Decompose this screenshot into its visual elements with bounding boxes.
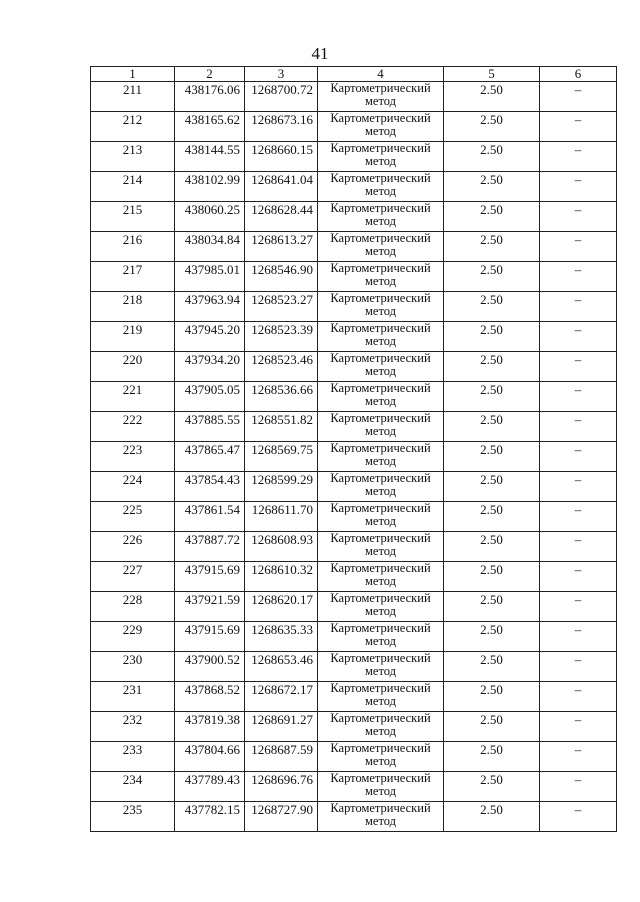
method-line-2: метод — [364, 154, 396, 168]
method-line-1: Картометрический — [330, 351, 431, 365]
point-number-cell: 216 — [91, 232, 175, 262]
method-cell — [318, 592, 444, 622]
point-number-cell: 211 — [91, 82, 175, 112]
method-line-2: метод — [364, 754, 396, 768]
x-coordinate-cell: 438176.06 — [175, 82, 245, 112]
x-coordinate-cell: 437915.69 — [175, 562, 245, 592]
x-coordinate-cell: 437905.05 — [175, 382, 245, 412]
point-number-cell: 225 — [91, 502, 175, 532]
table-row — [91, 772, 617, 802]
accuracy-cell: 2.50 — [444, 472, 540, 502]
method-line-2: метод — [364, 94, 396, 108]
point-number-cell: 233 — [91, 742, 175, 772]
accuracy-cell: 2.50 — [444, 652, 540, 682]
table-row — [91, 802, 617, 832]
method-line-2: метод — [364, 634, 396, 648]
table-row — [91, 82, 617, 112]
method-line-1: Картометрический — [330, 531, 431, 545]
y-coordinate-cell: 1268660.15 — [245, 142, 318, 172]
x-coordinate-cell: 437985.01 — [175, 262, 245, 292]
note-cell: – — [540, 652, 617, 682]
y-coordinate-cell: 1268700.72 — [245, 82, 318, 112]
x-coordinate-cell: 437854.43 — [175, 472, 245, 502]
method-line-1: Картометрический — [330, 561, 431, 575]
table-row — [91, 112, 617, 142]
accuracy-cell: 2.50 — [444, 562, 540, 592]
table-row — [91, 592, 617, 622]
table-row — [91, 382, 617, 412]
table-row — [91, 502, 617, 532]
method-line-1: Картометрический — [330, 801, 431, 815]
note-cell: – — [540, 562, 617, 592]
table-row — [91, 652, 617, 682]
y-coordinate-cell: 1268613.27 — [245, 232, 318, 262]
x-coordinate-cell: 437900.52 — [175, 652, 245, 682]
x-coordinate-cell: 437934.20 — [175, 352, 245, 382]
method-line-2: метод — [364, 694, 396, 708]
y-coordinate-cell: 1268628.44 — [245, 202, 318, 232]
accuracy-cell: 2.50 — [444, 142, 540, 172]
table-row — [91, 532, 617, 562]
y-coordinate-cell: 1268653.46 — [245, 652, 318, 682]
method-line-2: метод — [364, 604, 396, 618]
point-number-cell: 217 — [91, 262, 175, 292]
note-cell: – — [540, 412, 617, 442]
y-coordinate-cell: 1268523.39 — [245, 322, 318, 352]
method-line-2: метод — [364, 184, 396, 198]
method-line-2: метод — [364, 574, 396, 588]
method-cell — [318, 232, 444, 262]
note-cell: – — [540, 262, 617, 292]
x-coordinate-cell: 438102.99 — [175, 172, 245, 202]
accuracy-cell: 2.50 — [444, 742, 540, 772]
method-cell — [318, 562, 444, 592]
method-line-1: Картометрический — [330, 381, 431, 395]
accuracy-cell: 2.50 — [444, 502, 540, 532]
x-coordinate-cell: 437963.94 — [175, 292, 245, 322]
accuracy-cell: 2.50 — [444, 412, 540, 442]
method-line-1: Картометрический — [330, 81, 431, 95]
table-row — [91, 712, 617, 742]
note-cell: – — [540, 712, 617, 742]
accuracy-cell: 2.50 — [444, 622, 540, 652]
method-line-1: Картометрический — [330, 771, 431, 785]
method-cell — [318, 112, 444, 142]
accuracy-cell: 2.50 — [444, 682, 540, 712]
table-row — [91, 352, 617, 382]
method-line-2: метод — [364, 814, 396, 828]
table-row — [91, 292, 617, 322]
method-cell — [318, 262, 444, 292]
note-cell: – — [540, 172, 617, 202]
method-line-1: Картометрический — [330, 141, 431, 155]
accuracy-cell: 2.50 — [444, 712, 540, 742]
column-header: 5 — [444, 67, 540, 82]
note-cell: – — [540, 502, 617, 532]
point-number-cell: 221 — [91, 382, 175, 412]
method-cell — [318, 742, 444, 772]
x-coordinate-cell: 438165.62 — [175, 112, 245, 142]
y-coordinate-cell: 1268523.46 — [245, 352, 318, 382]
x-coordinate-cell: 438034.84 — [175, 232, 245, 262]
column-header: 6 — [540, 67, 617, 82]
note-cell: – — [540, 592, 617, 622]
note-cell: – — [540, 382, 617, 412]
point-number-cell: 212 — [91, 112, 175, 142]
note-cell: – — [540, 742, 617, 772]
method-cell — [318, 382, 444, 412]
accuracy-cell: 2.50 — [444, 442, 540, 472]
note-cell: – — [540, 202, 617, 232]
table-row — [91, 202, 617, 232]
accuracy-cell: 2.50 — [444, 382, 540, 412]
table-row — [91, 472, 617, 502]
note-cell: – — [540, 772, 617, 802]
table-row — [91, 442, 617, 472]
method-line-1: Картометрический — [330, 111, 431, 125]
note-cell: – — [540, 292, 617, 322]
table-row — [91, 412, 617, 442]
x-coordinate-cell: 437868.52 — [175, 682, 245, 712]
note-cell: – — [540, 352, 617, 382]
method-line-1: Картометрический — [330, 471, 431, 485]
accuracy-cell: 2.50 — [444, 772, 540, 802]
method-line-1: Картометрический — [330, 651, 431, 665]
method-cell — [318, 202, 444, 232]
method-line-1: Картометрический — [330, 261, 431, 275]
method-line-1: Картометрический — [330, 621, 431, 635]
point-number-cell: 223 — [91, 442, 175, 472]
method-line-2: метод — [364, 214, 396, 228]
accuracy-cell: 2.50 — [444, 112, 540, 142]
method-line-1: Картометрический — [330, 291, 431, 305]
point-number-cell: 213 — [91, 142, 175, 172]
y-coordinate-cell: 1268536.66 — [245, 382, 318, 412]
method-line-2: метод — [364, 394, 396, 408]
note-cell: – — [540, 442, 617, 472]
note-cell: – — [540, 682, 617, 712]
point-number-cell: 220 — [91, 352, 175, 382]
method-line-2: метод — [364, 544, 396, 558]
x-coordinate-cell: 437782.15 — [175, 802, 245, 832]
point-number-cell: 232 — [91, 712, 175, 742]
accuracy-cell: 2.50 — [444, 802, 540, 832]
note-cell: – — [540, 322, 617, 352]
note-cell: – — [540, 622, 617, 652]
method-cell — [318, 142, 444, 172]
y-coordinate-cell: 1268523.27 — [245, 292, 318, 322]
table-row — [91, 262, 617, 292]
note-cell: – — [540, 532, 617, 562]
page-number: 41 — [311, 44, 329, 63]
table-row — [91, 562, 617, 592]
point-number-cell: 218 — [91, 292, 175, 322]
y-coordinate-cell: 1268610.32 — [245, 562, 318, 592]
method-line-2: метод — [364, 424, 396, 438]
accuracy-cell: 2.50 — [444, 202, 540, 232]
x-coordinate-cell: 437915.69 — [175, 622, 245, 652]
table-row — [91, 682, 617, 712]
point-number-cell: 226 — [91, 532, 175, 562]
point-number-cell: 234 — [91, 772, 175, 802]
y-coordinate-cell: 1268641.04 — [245, 172, 318, 202]
method-cell — [318, 82, 444, 112]
method-cell — [318, 802, 444, 832]
method-cell — [318, 172, 444, 202]
method-line-1: Картометрический — [330, 501, 431, 515]
point-number-cell: 231 — [91, 682, 175, 712]
accuracy-cell: 2.50 — [444, 172, 540, 202]
x-coordinate-cell: 437945.20 — [175, 322, 245, 352]
method-line-2: метод — [364, 304, 396, 318]
note-cell: – — [540, 82, 617, 112]
method-line-1: Картометрический — [330, 321, 431, 335]
method-line-1: Картометрический — [330, 741, 431, 755]
method-cell — [318, 322, 444, 352]
note-cell: – — [540, 232, 617, 262]
method-cell — [318, 772, 444, 802]
x-coordinate-cell: 437921.59 — [175, 592, 245, 622]
x-coordinate-cell: 438060.25 — [175, 202, 245, 232]
method-line-1: Картометрический — [330, 411, 431, 425]
y-coordinate-cell: 1268696.76 — [245, 772, 318, 802]
method-line-2: метод — [364, 484, 396, 498]
method-line-1: Картометрический — [330, 711, 431, 725]
accuracy-cell: 2.50 — [444, 532, 540, 562]
x-coordinate-cell: 437885.55 — [175, 412, 245, 442]
x-coordinate-cell: 438144.55 — [175, 142, 245, 172]
accuracy-cell: 2.50 — [444, 82, 540, 112]
y-coordinate-cell: 1268672.17 — [245, 682, 318, 712]
x-coordinate-cell: 437804.66 — [175, 742, 245, 772]
point-number-cell: 227 — [91, 562, 175, 592]
table-row — [91, 172, 617, 202]
x-coordinate-cell: 437887.72 — [175, 532, 245, 562]
y-coordinate-cell: 1268599.29 — [245, 472, 318, 502]
method-cell — [318, 292, 444, 322]
method-line-2: метод — [364, 784, 396, 798]
note-cell: – — [540, 112, 617, 142]
method-line-1: Картометрический — [330, 681, 431, 695]
method-line-1: Картометрический — [330, 231, 431, 245]
method-cell — [318, 622, 444, 652]
method-cell — [318, 652, 444, 682]
method-cell — [318, 352, 444, 382]
point-number-cell: 224 — [91, 472, 175, 502]
accuracy-cell: 2.50 — [444, 262, 540, 292]
note-cell: – — [540, 802, 617, 832]
y-coordinate-cell: 1268635.33 — [245, 622, 318, 652]
y-coordinate-cell: 1268546.90 — [245, 262, 318, 292]
point-number-cell: 235 — [91, 802, 175, 832]
note-cell: – — [540, 142, 617, 172]
x-coordinate-cell: 437861.54 — [175, 502, 245, 532]
column-header: 3 — [245, 67, 318, 82]
table-row — [91, 142, 617, 172]
column-header: 4 — [318, 67, 444, 82]
y-coordinate-cell: 1268611.70 — [245, 502, 318, 532]
y-coordinate-cell: 1268620.17 — [245, 592, 318, 622]
method-line-2: метод — [364, 454, 396, 468]
coordinates-table — [90, 66, 617, 832]
method-line-1: Картометрический — [330, 441, 431, 455]
point-number-cell: 230 — [91, 652, 175, 682]
accuracy-cell: 2.50 — [444, 292, 540, 322]
y-coordinate-cell: 1268569.75 — [245, 442, 318, 472]
table-row — [91, 322, 617, 352]
point-number-cell: 219 — [91, 322, 175, 352]
method-cell — [318, 682, 444, 712]
method-cell — [318, 442, 444, 472]
accuracy-cell: 2.50 — [444, 592, 540, 622]
method-cell — [318, 532, 444, 562]
table-row — [91, 742, 617, 772]
y-coordinate-cell: 1268673.16 — [245, 112, 318, 142]
column-header: 1 — [91, 67, 175, 82]
table-row — [91, 622, 617, 652]
point-number-cell: 229 — [91, 622, 175, 652]
method-line-2: метод — [364, 274, 396, 288]
method-line-1: Картометрический — [330, 201, 431, 215]
point-number-cell: 222 — [91, 412, 175, 442]
x-coordinate-cell: 437865.47 — [175, 442, 245, 472]
y-coordinate-cell: 1268687.59 — [245, 742, 318, 772]
method-line-2: метод — [364, 514, 396, 528]
y-coordinate-cell: 1268727.90 — [245, 802, 318, 832]
method-line-2: метод — [364, 724, 396, 738]
method-line-2: метод — [364, 664, 396, 678]
point-number-cell: 215 — [91, 202, 175, 232]
y-coordinate-cell: 1268608.93 — [245, 532, 318, 562]
method-line-2: метод — [364, 334, 396, 348]
y-coordinate-cell: 1268551.82 — [245, 412, 318, 442]
note-cell: – — [540, 472, 617, 502]
method-line-1: Картометрический — [330, 171, 431, 185]
accuracy-cell: 2.50 — [444, 352, 540, 382]
method-line-2: метод — [364, 124, 396, 138]
x-coordinate-cell: 437789.43 — [175, 772, 245, 802]
method-cell — [318, 712, 444, 742]
y-coordinate-cell: 1268691.27 — [245, 712, 318, 742]
header-row — [91, 67, 617, 82]
method-cell — [318, 412, 444, 442]
x-coordinate-cell: 437819.38 — [175, 712, 245, 742]
method-cell — [318, 472, 444, 502]
method-line-2: метод — [364, 364, 396, 378]
method-line-1: Картометрический — [330, 591, 431, 605]
accuracy-cell: 2.50 — [444, 322, 540, 352]
method-cell — [318, 502, 444, 532]
method-line-2: метод — [364, 244, 396, 258]
point-number-cell: 228 — [91, 592, 175, 622]
accuracy-cell: 2.50 — [444, 232, 540, 262]
table-row — [91, 232, 617, 262]
point-number-cell: 214 — [91, 172, 175, 202]
column-header: 2 — [175, 67, 245, 82]
